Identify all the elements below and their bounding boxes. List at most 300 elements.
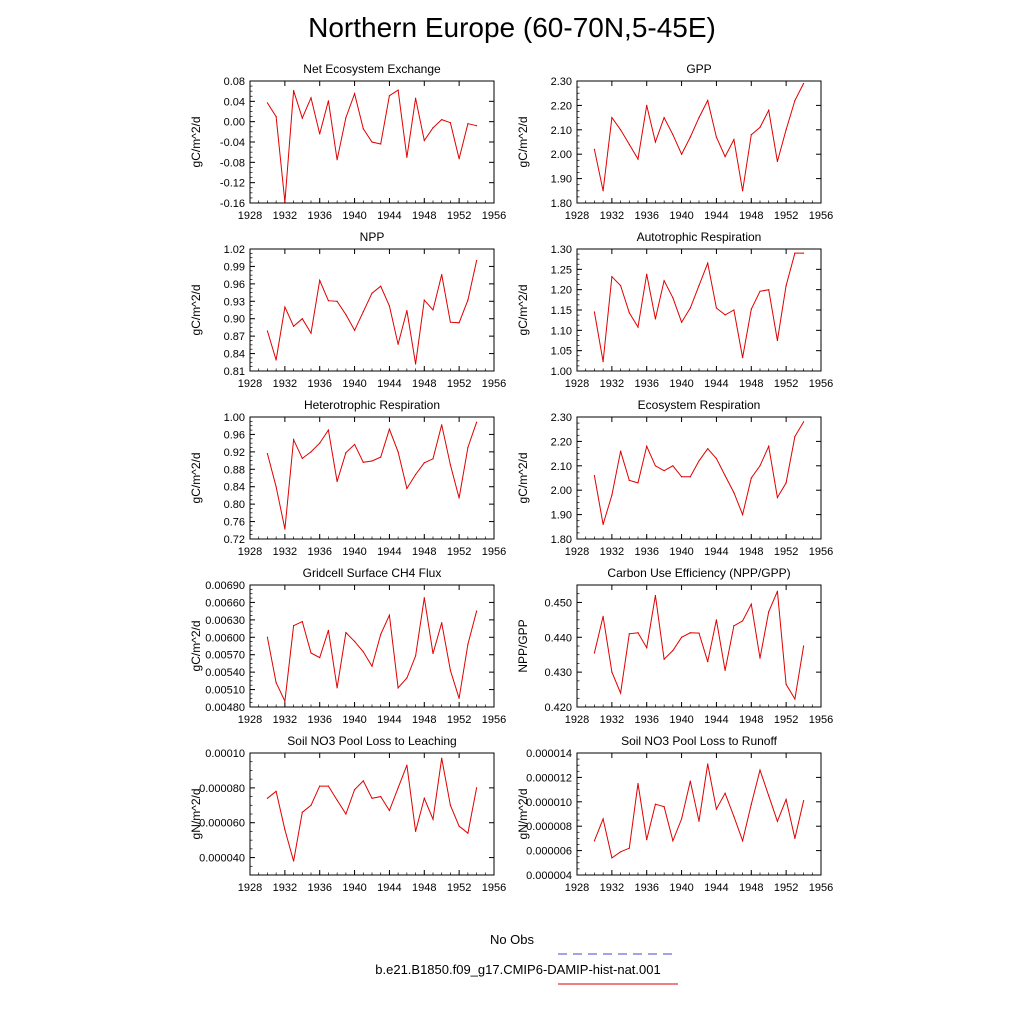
- x-tick-label: 1944: [704, 714, 729, 726]
- data-point: [284, 829, 285, 830]
- data-point: [742, 190, 743, 191]
- data-point: [450, 122, 451, 123]
- x-tick-label: 1944: [704, 882, 729, 894]
- x-tick-label: 1944: [704, 546, 729, 558]
- x-tick-label: 1956: [808, 210, 834, 222]
- data-point: [655, 141, 656, 142]
- x-tick-label: 1932: [272, 546, 298, 558]
- plot-frame: [577, 585, 821, 707]
- data-point: [794, 436, 795, 437]
- data-point: [664, 280, 665, 281]
- y-axis-label: gC/m^2/d: [516, 452, 530, 504]
- data-point: [629, 312, 630, 313]
- plot-frame: [577, 81, 821, 203]
- data-point: [441, 424, 442, 425]
- data-point: [751, 604, 752, 605]
- series-line: [267, 261, 476, 364]
- x-tick-label: 1940: [342, 546, 367, 558]
- x-tick-label: 1948: [739, 714, 764, 726]
- data-point: [432, 309, 433, 310]
- panel-title: GPP: [686, 62, 712, 76]
- data-point: [707, 661, 708, 662]
- x-tick-label: 1948: [739, 546, 764, 558]
- x-tick-label: 1932: [272, 210, 298, 222]
- x-tick-label: 1928: [237, 546, 263, 558]
- data-point: [716, 137, 717, 138]
- legend-obs-line: [556, 950, 680, 958]
- x-tick-label: 1944: [704, 378, 729, 390]
- x-tick-label: 1932: [272, 378, 298, 390]
- data-point: [603, 361, 604, 362]
- data-point: [467, 447, 468, 448]
- x-tick-label: 1932: [599, 714, 625, 726]
- y-tick-label: -0.04: [219, 137, 245, 149]
- panel-8: [189, 734, 506, 894]
- data-point: [681, 476, 682, 477]
- data-point: [380, 796, 381, 797]
- data-point: [655, 804, 656, 805]
- data-point: [733, 625, 734, 626]
- data-point: [406, 310, 407, 311]
- y-tick-label: 0.80: [223, 499, 245, 512]
- data-point: [337, 159, 338, 160]
- x-tick-label: 1956: [808, 546, 834, 558]
- data-point: [655, 595, 656, 596]
- series-line: [594, 83, 803, 190]
- data-point: [681, 637, 682, 638]
- y-tick-label: 1.05: [550, 345, 572, 358]
- x-tick-label: 1956: [481, 546, 507, 558]
- panel-3: [516, 230, 833, 390]
- x-tick-label: 1952: [446, 546, 472, 558]
- data-point: [354, 330, 355, 331]
- data-point: [707, 263, 708, 264]
- data-point: [611, 494, 612, 495]
- data-point: [646, 446, 647, 447]
- y-tick-label: 0.450: [544, 597, 572, 610]
- data-point: [681, 322, 682, 323]
- data-point: [786, 129, 787, 130]
- data-point: [672, 650, 673, 651]
- data-point: [646, 274, 647, 275]
- data-point: [698, 460, 699, 461]
- legend-obs-label: No Obs: [489, 932, 535, 947]
- panel-title: Gridcell Surface CH4 Flux: [302, 566, 442, 580]
- data-point: [603, 190, 604, 191]
- data-point: [716, 458, 717, 459]
- x-tick-label: 1948: [412, 882, 437, 894]
- data-point: [432, 127, 433, 128]
- data-point: [432, 653, 433, 654]
- y-tick-label: 1.30: [550, 244, 572, 256]
- x-tick-label: 1952: [773, 210, 799, 222]
- data-point: [759, 769, 760, 770]
- data-point: [777, 497, 778, 498]
- panel-title: Heterotrophic Respiration: [303, 398, 441, 412]
- plot-frame: [577, 249, 821, 371]
- data-point: [432, 458, 433, 459]
- x-tick-label: 1932: [272, 714, 298, 726]
- data-point: [637, 326, 638, 327]
- data-point: [803, 252, 804, 253]
- data-point: [293, 90, 294, 91]
- data-point: [337, 687, 338, 688]
- data-point: [432, 819, 433, 820]
- y-tick-label: 1.80: [550, 198, 572, 210]
- data-point: [629, 144, 630, 145]
- data-point: [363, 128, 364, 129]
- data-point: [441, 758, 442, 759]
- x-tick-label: 1948: [739, 210, 764, 222]
- x-tick-label: 1928: [237, 210, 263, 222]
- y-tick-label: 0.000012: [526, 772, 572, 785]
- data-point: [725, 314, 726, 315]
- data-point: [398, 687, 399, 688]
- data-point: [267, 637, 268, 638]
- data-point: [310, 805, 311, 806]
- data-point: [328, 300, 329, 301]
- data-point: [664, 659, 665, 660]
- y-axis-label: gN/m^2/d: [189, 788, 203, 840]
- data-point: [459, 322, 460, 323]
- data-point: [794, 838, 795, 839]
- x-tick-label: 1940: [669, 546, 694, 558]
- x-tick-label: 1944: [377, 378, 402, 390]
- data-point: [733, 139, 734, 140]
- panel-title: Ecosystem Respiration: [637, 398, 761, 412]
- panel-6: [189, 566, 506, 726]
- data-point: [637, 482, 638, 483]
- data-point: [698, 633, 699, 634]
- data-point: [759, 658, 760, 659]
- y-tick-label: 0.00690: [205, 580, 245, 592]
- data-point: [371, 141, 372, 142]
- x-tick-label: 1952: [773, 378, 799, 390]
- data-point: [389, 305, 390, 306]
- data-point: [267, 798, 268, 799]
- data-point: [751, 804, 752, 805]
- series-line: [267, 758, 476, 861]
- data-point: [319, 657, 320, 658]
- data-point: [406, 765, 407, 766]
- data-point: [424, 798, 425, 799]
- y-tick-label: 2.30: [550, 412, 572, 424]
- y-tick-label: 1.02: [223, 244, 245, 256]
- data-point: [467, 644, 468, 645]
- y-axis-label: gC/m^2/d: [189, 284, 203, 336]
- data-point: [637, 632, 638, 633]
- data-point: [319, 133, 320, 134]
- x-tick-label: 1952: [773, 546, 799, 558]
- data-point: [672, 297, 673, 298]
- y-tick-label: 0.00570: [205, 649, 245, 662]
- data-point: [389, 95, 390, 96]
- data-point: [629, 633, 630, 634]
- legend-model-label: b.e21.B1850.f09_g17.CMIP6-DAMIP-hist-nat.001: [375, 962, 661, 977]
- data-point: [337, 799, 338, 800]
- panel-title: Soil NO3 Pool Loss to Leaching: [287, 734, 457, 748]
- y-tick-label: 0.000080: [199, 782, 245, 795]
- data-point: [646, 647, 647, 648]
- x-tick-label: 1932: [272, 882, 298, 894]
- x-tick-label: 1936: [634, 546, 659, 558]
- x-tick-label: 1940: [669, 378, 694, 390]
- x-tick-label: 1956: [481, 714, 507, 726]
- data-point: [620, 129, 621, 130]
- x-tick-label: 1940: [342, 882, 367, 894]
- y-tick-label: 2.20: [550, 436, 572, 449]
- data-point: [450, 805, 451, 806]
- y-tick-label: 1.80: [550, 534, 572, 546]
- data-point: [786, 482, 787, 483]
- y-tick-label: 1.20: [550, 284, 572, 297]
- data-point: [310, 97, 311, 98]
- data-point: [476, 422, 477, 423]
- data-point: [441, 119, 442, 120]
- data-point: [415, 831, 416, 832]
- data-point: [611, 857, 612, 858]
- data-point: [450, 670, 451, 671]
- y-tick-label: 0.00660: [205, 597, 245, 610]
- data-point: [345, 813, 346, 814]
- y-tick-label: 0.96: [223, 278, 245, 291]
- x-tick-label: 1928: [564, 378, 590, 390]
- y-tick-label: 1.00: [550, 366, 572, 378]
- series-line: [594, 253, 803, 362]
- data-point: [611, 276, 612, 277]
- data-point: [380, 286, 381, 287]
- data-point: [672, 465, 673, 466]
- data-point: [594, 475, 595, 476]
- data-point: [363, 651, 364, 652]
- x-tick-label: 1940: [669, 882, 694, 894]
- data-point: [328, 429, 329, 430]
- data-point: [276, 486, 277, 487]
- x-tick-label: 1936: [307, 210, 332, 222]
- x-tick-label: 1940: [342, 714, 367, 726]
- data-point: [293, 439, 294, 440]
- data-point: [354, 641, 355, 642]
- data-point: [716, 619, 717, 620]
- data-point: [310, 652, 311, 653]
- data-point: [415, 474, 416, 475]
- data-point: [742, 514, 743, 515]
- panel-9: [516, 734, 833, 894]
- panel-1: [516, 62, 833, 222]
- data-point: [603, 818, 604, 819]
- data-point: [389, 429, 390, 430]
- data-point: [328, 630, 329, 631]
- data-point: [777, 821, 778, 822]
- data-point: [310, 333, 311, 334]
- data-point: [424, 300, 425, 301]
- y-tick-label: 0.430: [544, 667, 572, 680]
- data-point: [611, 672, 612, 673]
- data-point: [733, 492, 734, 493]
- data-point: [389, 615, 390, 616]
- data-point: [398, 344, 399, 345]
- data-point: [725, 793, 726, 794]
- data-point: [371, 460, 372, 461]
- plot-frame: [250, 753, 494, 875]
- data-point: [398, 451, 399, 452]
- data-point: [664, 470, 665, 471]
- y-tick-label: 1.90: [550, 173, 572, 186]
- data-point: [751, 477, 752, 478]
- data-point: [354, 93, 355, 94]
- data-point: [328, 786, 329, 787]
- data-point: [698, 117, 699, 118]
- x-tick-label: 1944: [704, 210, 729, 222]
- data-point: [406, 488, 407, 489]
- data-point: [328, 100, 329, 101]
- y-tick-label: 0.90: [223, 313, 245, 326]
- data-point: [267, 453, 268, 454]
- data-point: [424, 140, 425, 141]
- data-point: [786, 684, 787, 685]
- data-point: [594, 311, 595, 312]
- data-point: [803, 421, 804, 422]
- y-axis-label: gC/m^2/d: [189, 620, 203, 672]
- x-tick-label: 1948: [412, 714, 437, 726]
- panel-0: [189, 62, 506, 222]
- y-tick-label: 0.76: [223, 516, 245, 529]
- y-tick-label: 0.84: [223, 481, 245, 494]
- y-tick-label: 0.88: [223, 464, 245, 477]
- data-point: [276, 116, 277, 117]
- x-tick-label: 1944: [377, 882, 402, 894]
- data-point: [467, 123, 468, 124]
- data-point: [380, 143, 381, 144]
- data-point: [655, 465, 656, 466]
- y-tick-label: 0.00600: [205, 632, 245, 645]
- data-point: [476, 787, 477, 788]
- y-tick-label: 0.000006: [526, 845, 572, 858]
- x-tick-label: 1952: [773, 714, 799, 726]
- data-point: [276, 791, 277, 792]
- data-point: [768, 110, 769, 111]
- y-tick-label: 2.20: [550, 100, 572, 113]
- data-point: [742, 357, 743, 358]
- panel-title: Soil NO3 Pool Loss to Runoff: [621, 734, 777, 748]
- data-point: [611, 117, 612, 118]
- data-point: [380, 456, 381, 457]
- data-point: [690, 632, 691, 633]
- x-tick-label: 1936: [307, 882, 332, 894]
- data-point: [716, 307, 717, 308]
- data-point: [794, 100, 795, 101]
- data-point: [459, 826, 460, 827]
- y-tick-label: 0.08: [223, 76, 245, 88]
- data-point: [267, 330, 268, 331]
- y-tick-label: 2.10: [550, 124, 572, 137]
- x-tick-label: 1936: [634, 210, 659, 222]
- x-tick-label: 1952: [446, 210, 472, 222]
- panel-title: Carbon Use Efficiency (NPP/GPP): [607, 566, 791, 580]
- data-point: [716, 809, 717, 810]
- data-point: [690, 780, 691, 781]
- data-point: [786, 799, 787, 800]
- data-point: [620, 692, 621, 693]
- series-line: [594, 591, 803, 699]
- x-tick-label: 1932: [599, 210, 625, 222]
- y-tick-label: 0.00: [223, 116, 245, 129]
- data-point: [759, 127, 760, 128]
- panel-2: [189, 230, 506, 390]
- data-point: [594, 840, 595, 841]
- plot-frame: [250, 417, 494, 539]
- data-point: [646, 839, 647, 840]
- data-point: [751, 134, 752, 135]
- x-tick-label: 1936: [634, 714, 659, 726]
- y-axis-label: gC/m^2/d: [189, 452, 203, 504]
- data-point: [293, 860, 294, 861]
- data-point: [345, 632, 346, 633]
- data-point: [803, 83, 804, 84]
- data-point: [441, 274, 442, 275]
- data-point: [293, 326, 294, 327]
- series-line: [594, 764, 803, 858]
- data-point: [467, 300, 468, 301]
- y-tick-label: 1.10: [550, 325, 572, 338]
- x-tick-label: 1956: [808, 714, 834, 726]
- x-tick-label: 1956: [481, 378, 507, 390]
- x-tick-label: 1928: [237, 882, 263, 894]
- data-point: [786, 285, 787, 286]
- data-point: [363, 462, 364, 463]
- data-point: [380, 634, 381, 635]
- data-point: [655, 318, 656, 319]
- y-tick-label: 1.25: [550, 264, 572, 277]
- data-point: [476, 260, 477, 261]
- y-tick-label: 0.04: [223, 96, 245, 109]
- data-point: [371, 293, 372, 294]
- data-point: [725, 475, 726, 476]
- data-point: [637, 783, 638, 784]
- data-point: [398, 90, 399, 91]
- data-point: [777, 340, 778, 341]
- data-point: [690, 137, 691, 138]
- data-point: [725, 670, 726, 671]
- y-tick-label: 1.00: [223, 412, 245, 424]
- data-point: [345, 117, 346, 118]
- data-point: [284, 701, 285, 702]
- series-line: [267, 598, 476, 701]
- data-point: [476, 611, 477, 612]
- data-point: [441, 622, 442, 623]
- data-point: [637, 158, 638, 159]
- x-tick-label: 1936: [307, 546, 332, 558]
- data-point: [733, 309, 734, 310]
- data-point: [620, 285, 621, 286]
- data-point: [698, 821, 699, 822]
- data-point: [672, 134, 673, 135]
- data-point: [319, 786, 320, 787]
- x-tick-label: 1936: [634, 882, 659, 894]
- y-tick-label: 0.92: [223, 446, 245, 459]
- y-axis-label: gN/m^2/d: [516, 788, 530, 840]
- data-point: [751, 309, 752, 310]
- data-point: [371, 798, 372, 799]
- data-point: [768, 446, 769, 447]
- data-point: [742, 840, 743, 841]
- series-line: [267, 422, 476, 529]
- x-tick-label: 1948: [739, 882, 764, 894]
- data-point: [672, 840, 673, 841]
- y-tick-label: 2.30: [550, 76, 572, 88]
- y-tick-label: 0.000004: [526, 870, 572, 882]
- page-title: Northern Europe (60-70N,5-45E): [308, 12, 716, 43]
